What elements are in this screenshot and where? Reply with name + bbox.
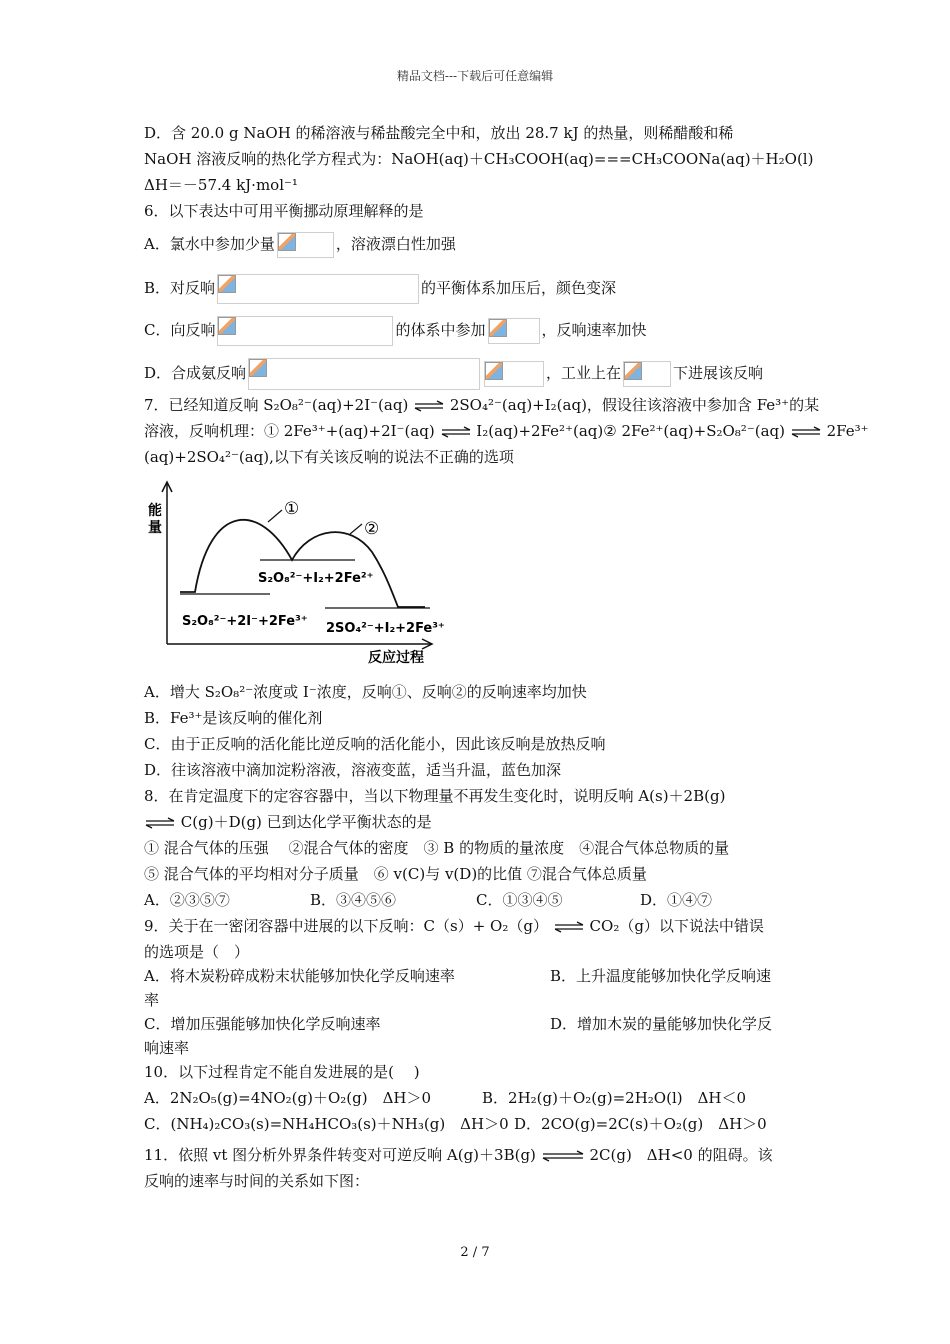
q6-option-d: D．合成氨反响 ，工业上在 下进展该反响: [144, 358, 763, 390]
q5-option-d-line3: ΔH＝－57.4 kJ·mol⁻¹: [144, 176, 298, 194]
q7-option-d: D．往该溶液中滴加淀粉溶液，溶液变蓝，适当升温，蓝色加深: [144, 761, 562, 779]
q9-option-d: D．增加木炭的量能够加快化学反: [550, 1015, 773, 1033]
q7-line2: 溶液，反响机理：① 2Fe³⁺+(aq)+2I⁻(aq) I₂(aq)+2Fe²⁺(aq)② 2Fe²⁺(aq)+S₂O₈²⁻(aq) 2Fe³⁺: [144, 422, 869, 440]
equilibrium-arrow-icon: [440, 426, 472, 438]
equilibrium-arrow-icon: [413, 400, 445, 412]
q7-line1: 7．已经知道反响 S₂O₈²⁻(aq)+2I⁻(aq) 2SO₄²⁻(aq)+I₂(aq)，假设往该溶液中参加含 Fe³⁺的某: [144, 396, 820, 414]
q9-option-b: B．上升温度能够加快化学反响速: [550, 967, 772, 985]
q10-stem: 10．以下过程肯定不能自发进展的是( ): [144, 1063, 420, 1081]
equilibrium-arrow-icon: [144, 817, 176, 829]
q7-option-a: A．增大 S₂O₈²⁻浓度或 I⁻浓度，反响①、反响②的反响速率均加快: [144, 683, 587, 701]
q7-line3: (aq)+2SO₄²⁻(aq),以下有关该反响的说法不正确的选项: [144, 448, 514, 466]
y-axis-label-1: 能: [148, 503, 162, 519]
equilibrium-arrow-icon: [541, 1150, 585, 1162]
broken-image-icon: [485, 362, 503, 380]
marker-2: ②: [364, 519, 380, 539]
q11-line1: 11．依照 vt 图分析外界条件转变对可逆反响 A(g)＋3B(g) 2C(g) ΔH<0 的阻碍。该: [144, 1146, 773, 1164]
broken-image-icon: [624, 362, 642, 380]
q6-option-b: B．对反响 的平衡体系加压后，颜色变深: [144, 274, 616, 304]
q9-line1: 9．关于在一密闭容器中进展的以下反响：C（s）+ O₂（g） CO₂（g）以下说法中错误: [144, 917, 764, 935]
page-number: 2 / 7: [460, 1245, 490, 1260]
q8-line2: C(g)＋D(g) 已到达化学平衡状态的是: [144, 812, 432, 832]
marker-1: ①: [284, 499, 300, 519]
formula-image: [623, 361, 671, 387]
formula-image: [248, 358, 480, 390]
state-reactants-label: S₂O₈²⁻+2I⁻+2Fe³⁺: [182, 614, 308, 629]
q5-option-d-line1: D．含 20.0 g NaOH 的稀溶液与稀盐酸完全中和，放出 28.7 kJ 的热量，则稀醋酸和稀: [144, 124, 734, 142]
broken-image-icon: [249, 359, 267, 377]
q8-option-d: D．①④⑦: [640, 891, 713, 909]
q8-option-a: A．②③⑤⑦: [144, 891, 230, 909]
broken-image-icon: [278, 233, 296, 251]
marker1-leader: [268, 510, 282, 522]
q9-option-b-cont: 率: [144, 991, 160, 1009]
formula-image: [488, 318, 540, 344]
q10-option-d: D．2CO(g)=2C(s)＋O₂(g) ΔH＞0: [514, 1115, 767, 1133]
q6-option-a: A．氯水中参加少量 ，溶液漂白性加强: [144, 232, 456, 258]
q7-option-b: B．Fe³⁺是该反响的催化剂: [144, 709, 323, 727]
broken-image-icon: [218, 317, 236, 335]
formula-image: [217, 316, 393, 346]
q8-line1: 8．在肯定温度下的定容容器中，当以下物理量不再发生变化时，说明反响 A(s)＋2B(g): [144, 787, 726, 805]
formula-image: [217, 274, 419, 304]
state-intermediate-label: S₂O₈²⁻+I₂+2Fe²⁺: [258, 571, 374, 586]
q8-option-c: C．①③④⑤: [476, 891, 563, 909]
broken-image-icon: [218, 275, 236, 293]
formula-image: [277, 232, 334, 258]
q6-stem: 6．以下表达中可用平衡挪动原理解释的是: [144, 202, 424, 220]
q10-option-a: A．2N₂O₅(g)=4NO₂(g)＋O₂(g) ΔH＞0: [144, 1089, 432, 1107]
marker2-leader: [350, 524, 362, 534]
q9-option-d-cont: 响速率: [144, 1039, 190, 1057]
q10-option-b: B．2H₂(g)＋O₂(g)=2H₂O(l) ΔH＜0: [482, 1089, 747, 1107]
q9-option-a: A．将木炭粉碎成粉末状能够加快化学反响速率: [144, 967, 455, 985]
q10-option-c: C．(NH₄)₂CO₃(s)=NH₄HCO₃(s)＋NH₃(g) ΔH＞0: [144, 1115, 509, 1133]
q6-option-c: C．向反响 的体系中参加 ，反响速率加快: [144, 316, 647, 346]
q9-line2: 的选项是（ ）: [144, 943, 250, 961]
y-axis-label-2: 量: [148, 520, 162, 536]
q11-line2: 反响的速率与时间的关系如下图：: [144, 1172, 370, 1190]
q9-option-c: C．增加压强能够加快化学反响速率: [144, 1015, 381, 1033]
q8-line3: ① 混合气体的压强 ②混合气体的密度 ③ B 的物质的量浓度 ④混合气体总物质的量: [144, 839, 730, 857]
broken-image-icon: [489, 319, 507, 337]
q8-option-b: B．③④⑤⑥: [310, 891, 397, 909]
energy-profile-diagram: [140, 472, 450, 672]
page-header: 精品文档---下载后可任意编辑: [396, 69, 554, 83]
formula-image: [484, 361, 544, 387]
state-products-label: 2SO₄²⁻+I₂+2Fe³⁺: [326, 621, 445, 636]
equilibrium-arrow-icon: [553, 921, 585, 933]
q8-line4: ⑤ 混合气体的平均相对分子质量 ⑥ v(C)与 v(D)的比值 ⑦混合气体总质量: [144, 865, 647, 883]
q5-option-d-line2: NaOH 溶液反响的热化学方程式为：NaOH(aq)＋CH₃COOH(aq)===CH₃COONa(aq)＋H₂O(l): [144, 150, 814, 168]
x-axis-label: 反应过程: [368, 650, 424, 666]
equilibrium-arrow-icon: [790, 426, 822, 438]
q7-option-c: C．由于正反响的活化能比逆反响的活化能小，因此该反响是放热反响: [144, 735, 606, 753]
